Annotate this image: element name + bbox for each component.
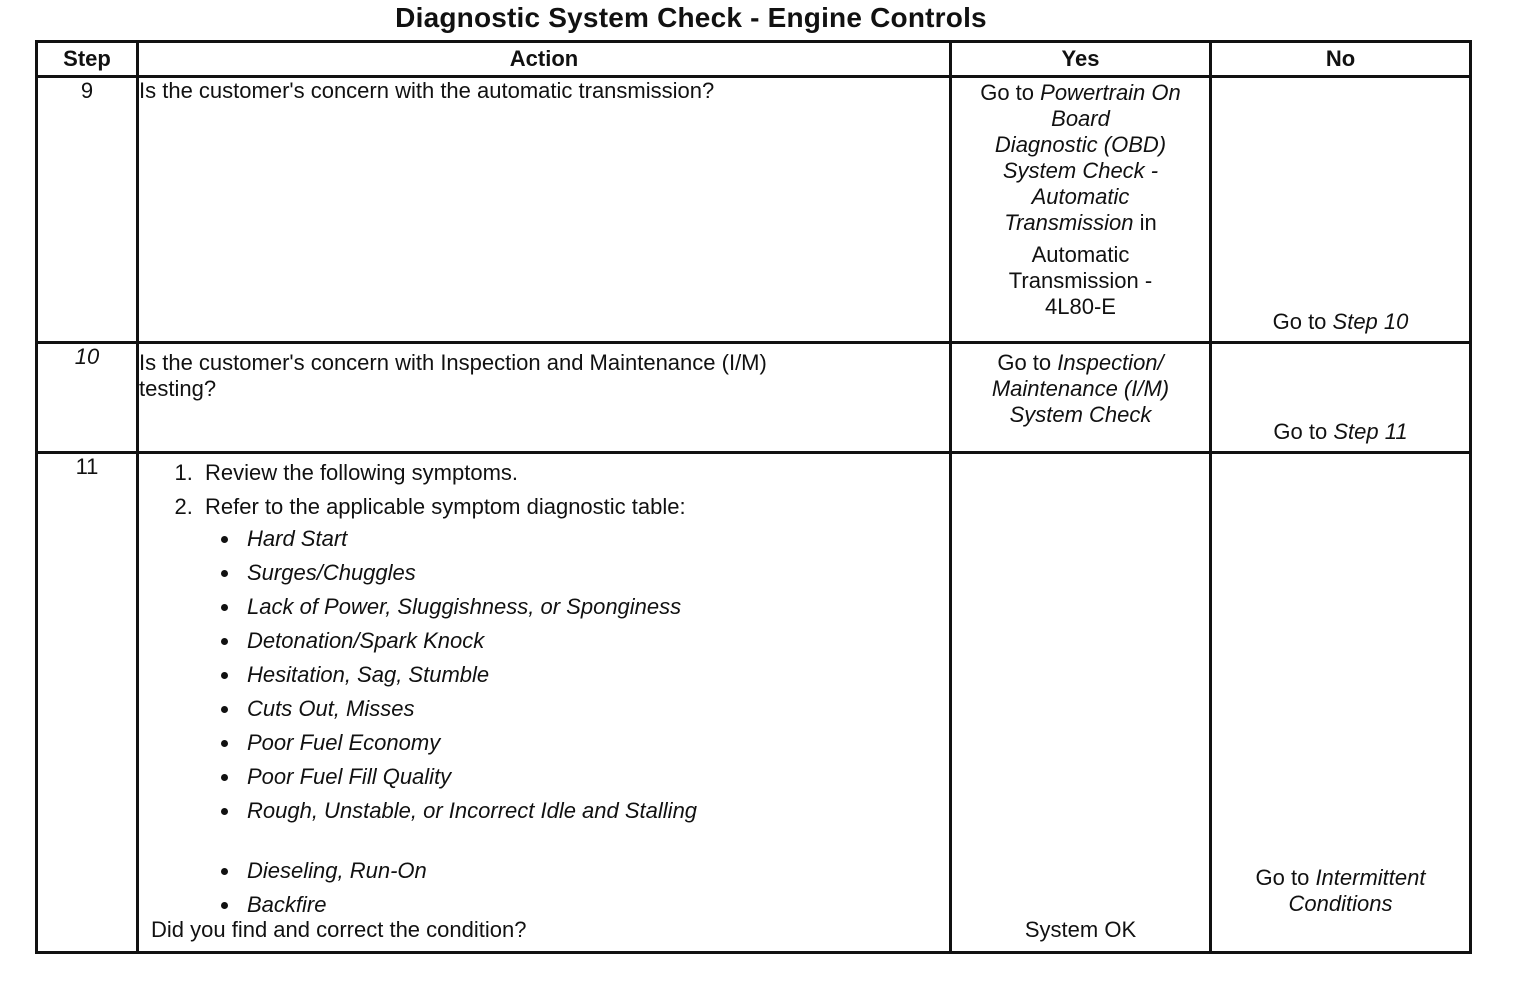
no-instruction <box>1212 419 1469 445</box>
step-number: 9 <box>37 77 138 343</box>
yes-instruction <box>952 344 1209 428</box>
no-reference: Step 11 <box>1333 419 1408 444</box>
no-cell <box>1211 343 1471 453</box>
no-instruction <box>1212 865 1469 917</box>
no-prefix: Go to <box>1272 309 1333 334</box>
yes-manual-line: Automatic <box>1031 242 1130 267</box>
yes-cell <box>951 343 1211 453</box>
yes-reference-line: System Check <box>1009 402 1152 427</box>
yes-manual-line: Transmission - <box>1008 268 1153 293</box>
action-text <box>138 77 951 343</box>
yes-reference-line: Board <box>1051 106 1110 131</box>
yes-reference: Inspection/ <box>1057 350 1164 375</box>
table-row-step-11 <box>37 453 1471 953</box>
yes-cell <box>951 77 1211 343</box>
action-text <box>138 343 951 453</box>
yes-reference-line: System Check - <box>1002 158 1159 183</box>
no-reference: Intermittent <box>1315 865 1426 890</box>
symptom-item: • Hesitation, Sag, Stumble <box>241 662 949 688</box>
yes-instruction: System OK <box>1024 917 1137 942</box>
action-step <box>199 494 949 918</box>
no-reference: Step 10 <box>1332 309 1409 334</box>
step-number: 11 <box>37 453 138 953</box>
header-action: Action <box>138 42 951 77</box>
symptom-list <box>205 526 949 918</box>
symptom-item: • Dieseling, Run-On <box>241 858 949 884</box>
symptom-item: • Poor Fuel Fill Quality <box>241 764 949 790</box>
action-question: Is the customer's concern with the automatic transmission? <box>139 78 715 103</box>
yes-prefix: Go to <box>980 80 1041 105</box>
table-row-step-9 <box>37 77 1471 343</box>
yes-manual-line: 4L80-E <box>1045 294 1116 319</box>
header-no: No <box>1211 42 1471 77</box>
header-row <box>37 42 1471 77</box>
yes-reference-line: Diagnostic (OBD) <box>994 132 1167 157</box>
symptom-item: • Backfire <box>241 892 949 918</box>
symptom-item: • Cuts Out, Misses <box>241 696 949 722</box>
symptom-item: • Lack of Power, Sluggishness, or Sponginess <box>241 594 949 620</box>
yes-reference-line: Maintenance (I/M) <box>991 376 1170 401</box>
action-step-text: Refer to the applicable symptom diagnostic table: <box>205 494 686 519</box>
action-question-line: testing? <box>139 376 217 401</box>
no-cell <box>1211 77 1471 343</box>
action-step: 1. Review the following symptoms. <box>199 460 949 486</box>
header-step: Step <box>37 42 138 77</box>
symptom-item: • Detonation/Spark Knock <box>241 628 949 654</box>
action-text <box>138 453 951 953</box>
action-question-line: Is the customer's concern with Inspection and Maintenance (I/M) <box>139 350 767 375</box>
no-instruction <box>1212 309 1469 335</box>
symptom-item: • Rough, Unstable, or Incorrect Idle and Stalling <box>241 798 949 824</box>
symptom-item: • Surges/Chuggles <box>241 560 949 586</box>
yes-cell <box>951 453 1211 953</box>
action-final-question: Did you find and correct the condition? <box>151 917 527 942</box>
no-reference-line: Conditions <box>1288 891 1393 916</box>
yes-instruction <box>952 78 1209 320</box>
yes-reference: Powertrain On <box>1040 80 1181 105</box>
yes-prefix: Go to <box>997 350 1058 375</box>
diagnostic-table <box>35 40 1472 954</box>
step-number: 10 <box>37 343 138 453</box>
symptom-item: • Hard Start <box>241 526 949 552</box>
no-prefix: Go to <box>1255 865 1316 890</box>
no-cell <box>1211 453 1471 953</box>
yes-suffix: in <box>1133 210 1157 235</box>
yes-reference-line: Transmission <box>1004 210 1134 235</box>
document-title: Diagnostic System Check - Engine Controls <box>395 2 987 33</box>
no-prefix: Go to <box>1273 419 1334 444</box>
table-row-step-10 <box>37 343 1471 453</box>
symptom-item: • Poor Fuel Economy <box>241 730 949 756</box>
header-yes: Yes <box>951 42 1211 77</box>
yes-reference-line: Automatic <box>1031 184 1130 209</box>
action-steps-list <box>139 460 949 918</box>
